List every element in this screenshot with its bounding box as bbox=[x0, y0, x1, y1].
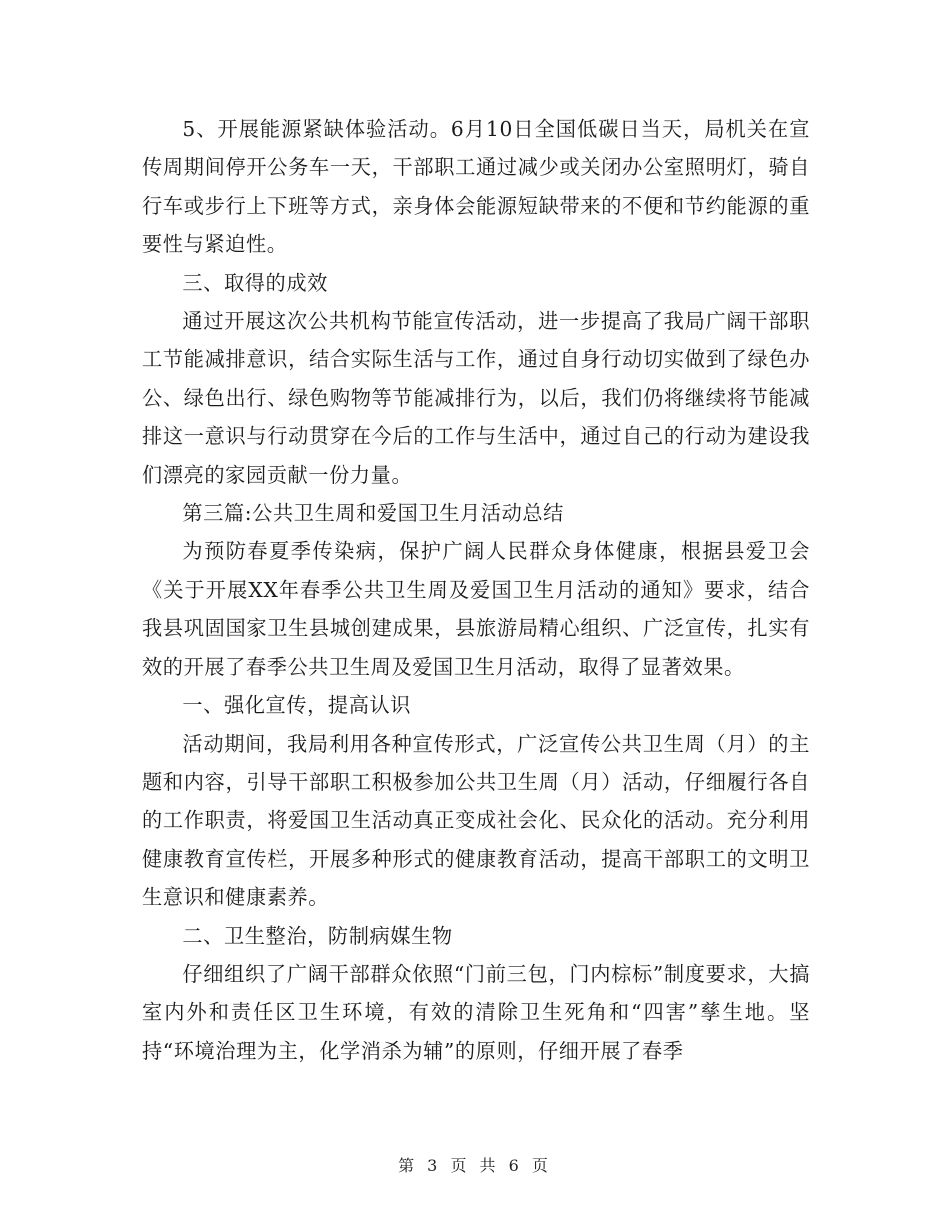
heading-part-three: 第三篇:公共卫生周和爱国卫生月活动总结 bbox=[182, 501, 564, 526]
paragraph-sanitation: 仔细组织了广阔干部群众依照“门前三包，门内棕标”制度要求，大搞室内外和责任区卫生环境，有效的清除卫生死角和“四害”孳生地。坚持“环境治理为主，化学消杀为辅”的原则，仔细开展了春季 bbox=[142, 961, 810, 1063]
paragraph-publicity: 活动期间，我局利用各种宣传形式，广泛宣传公共卫生周（月）的主题和内容，引导干部职工积极参加公共卫生周（月）活动，仔细履行各自的工作职责，将爱国卫生活动真正变成社会化、民众化的活动。充分利用健康教育宣传栏，开展多种形式的健康教育活动，提高干部职工的文明卫生意识和健康素养。 bbox=[142, 731, 810, 910]
paragraph-intro: 为预防春夏季传染病，保护广阔人民群众身体健康，根据县爱卫会《关于开展XX年春季公共卫生周及爱国卫生月活动的通知》要求，结合我县巩固国家卫生县城创建成果，县旅游局精心组织、广泛宣传，扎实有效的开展了春季公共卫生周及爱国卫生月活动，取得了显著效果。 bbox=[142, 539, 810, 679]
paragraph-energy-experience: 5、开展能源紧缺体验活动。6月10日全国低碳日当天，局机关在宣传周期间停开公务车一天，干部职工通过减少或关闭办公室照明灯，骑自行车或步行上下班等方式，亲身体会能源短缺带来的不便和节约能源的重要性与紧迫性。 bbox=[142, 117, 810, 257]
heading-publicity: 一、强化宣传，提高认识 bbox=[182, 693, 412, 718]
heading-sanitation: 二、卫生整治，防制病媒生物 bbox=[182, 923, 453, 948]
heading-results: 三、取得的成效 bbox=[182, 270, 328, 295]
page-number-footer: 第 3 页 共 6 页 bbox=[398, 1156, 552, 1175]
paragraph-results: 通过开展这次公共机构节能宣传活动，进一步提高了我局广阔干部职工节能减排意识，结合实际生活与工作，通过自身行动切实做到了绿色办公、绿色出行、绿色购物等节能减排行为，以后，我们仍将继续将节能减排这一意识与行动贯穿在今后的工作与生活中，通过自己的行动为建设我们漂亮的家园贡献一份力量。 bbox=[142, 309, 810, 487]
document-body bbox=[142, 110, 810, 1070]
